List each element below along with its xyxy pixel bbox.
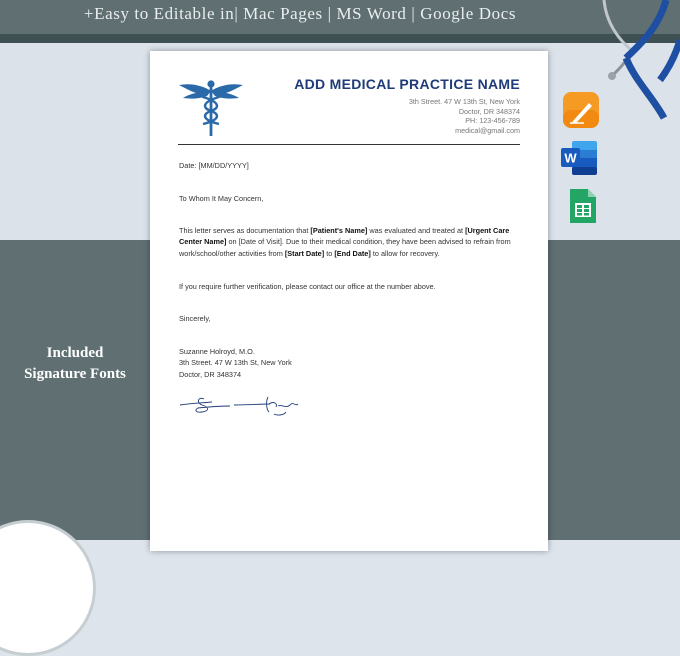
practice-email: medical@gmail.com	[455, 125, 520, 135]
practice-phone: PH: 123-456-789	[465, 116, 520, 126]
signer-block	[179, 346, 292, 380]
side-label-line-1: Included	[46, 345, 104, 361]
signer-address-line-2: Doctor, DR 348374	[179, 369, 242, 379]
letter-paragraph-1	[179, 225, 511, 259]
urgent-care-placeholder-1: [Urgent Care	[465, 226, 510, 235]
signer-address-line-1: 3th Street. 47 W 13th St, New York	[179, 358, 292, 368]
header-rule	[178, 144, 520, 145]
decorative-circle	[0, 520, 96, 656]
letter-page	[150, 51, 548, 551]
patient-name-placeholder: [Patient's Name]	[310, 226, 368, 235]
p1-text-a: This letter serves as documentation that	[179, 226, 311, 235]
p1-text-b: was evaluated and treated at	[367, 226, 466, 235]
practice-name: ADD MEDICAL PRACTICE NAME	[294, 76, 520, 92]
stethoscope-icon	[596, 0, 680, 126]
word-app-icon	[560, 139, 598, 177]
practice-address-line-2: Doctor, DR 348374	[458, 106, 520, 116]
p1-text-c: on [Date of Visit]. Due to their medical condition, they have been advised to refrain from	[226, 237, 511, 247]
practice-contact	[409, 97, 520, 135]
letter-date: Date: [MM/DD/YYYY]	[179, 161, 249, 170]
p1-text-d: work/school/other activities from	[179, 248, 285, 258]
practice-address-line-1: 3th Street. 47 W 13th St, New York	[408, 97, 520, 106]
signer-name: Suzanne Holroyd, M.O.	[179, 347, 255, 356]
top-banner	[0, 0, 680, 34]
p1-text-e: to allow for recovery.	[370, 248, 440, 258]
pages-app-icon	[562, 91, 600, 129]
side-label-line-2: Signature Fonts	[24, 366, 126, 382]
urgent-care-placeholder-2: Center Name]	[179, 237, 227, 247]
start-date-placeholder: [Start Date]	[284, 248, 325, 258]
letter-closing: Sincerely,	[179, 314, 211, 323]
letter-paragraph-2: If you require further verification, please contact our office at the number above.	[179, 282, 436, 291]
end-date-placeholder: [End Date]	[334, 248, 371, 258]
caduceus-icon	[178, 75, 244, 137]
handwritten-signature	[178, 387, 300, 417]
p1-text-to: to	[324, 248, 335, 258]
banner-text: +Easy to Editable in| Mac Pages | MS Word | Google Docs	[83, 4, 517, 23]
included-fonts-label	[0, 343, 150, 385]
divider-stripe	[0, 34, 680, 43]
letter-salutation: To Whom It May Concern,	[179, 194, 264, 203]
svg-text:W: W	[564, 150, 577, 166]
google-sheets-icon	[563, 187, 601, 225]
